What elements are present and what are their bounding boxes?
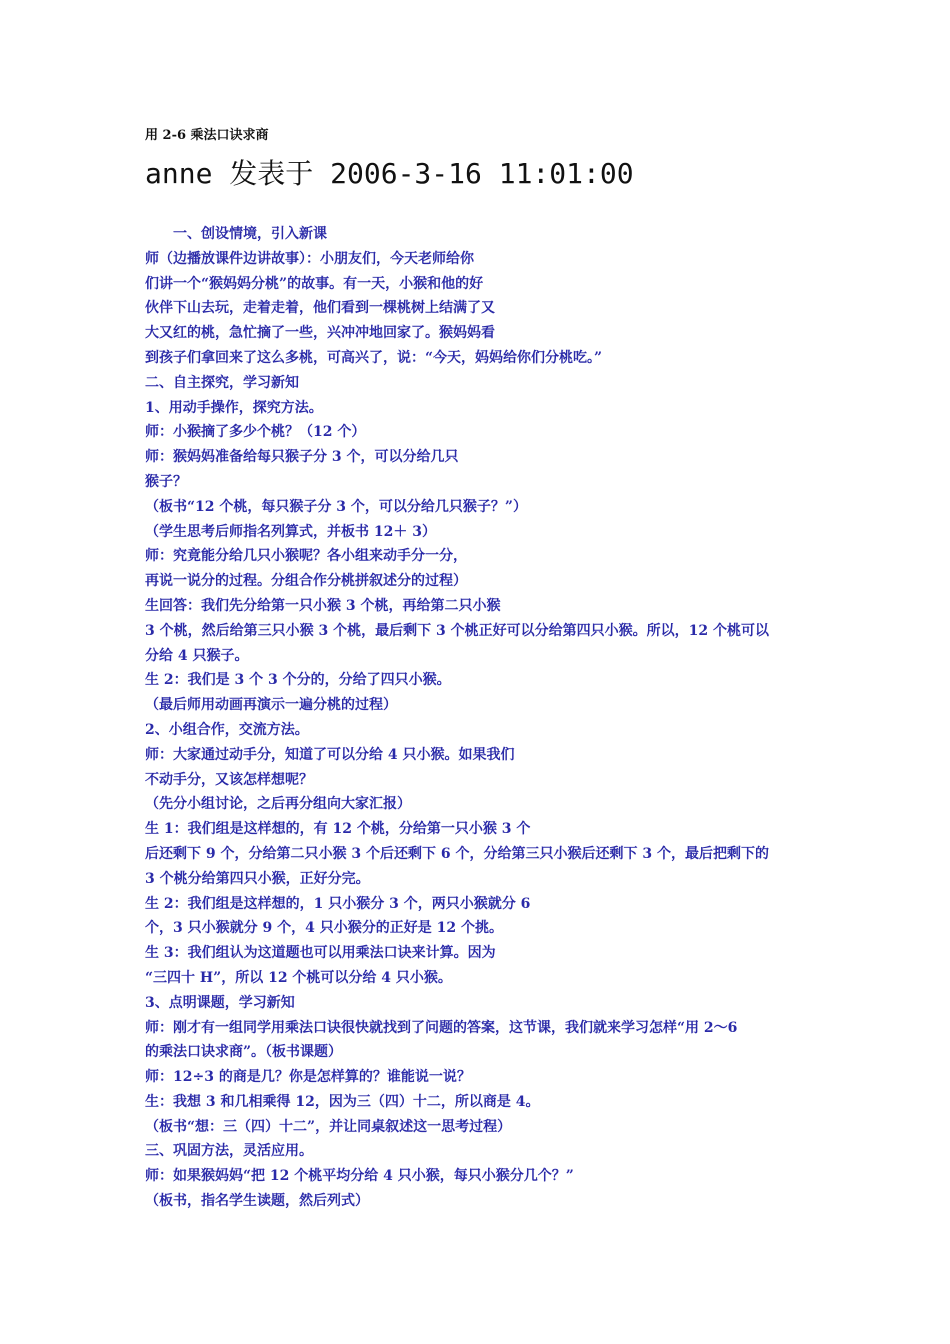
text-line: 1、用动手操作，探究方法。 [145, 399, 323, 416]
text-line: 一、创设情境，引入新课 [173, 226, 327, 242]
text-line: （学生思考后师指名列算式，并板书 12＋ 3） [145, 523, 436, 540]
text-line: 师：刚才有一组同学用乘法口诀很快就找到了问题的答案，这节课，我们就来学习怎样“用 2～6 [145, 1019, 738, 1036]
text-line: 师：小猴摘了多少个桃？（12 个） [145, 424, 366, 441]
text-line: 三、巩固方法，灵活应用。 [145, 1143, 313, 1160]
text-line: 师：究竟能分给几只小猴呢？各小组来动手分一分， [145, 548, 467, 565]
text-line: 分给 4 只猴子。 [145, 647, 249, 664]
text-line: 3 个桃，然后给第三只小猴 3 个桃，最后剩下 3 个桃正好可以分给第四只小猴。所以，12 个桃可以 [145, 622, 769, 639]
document-title: 用 2-6 乘法口诀求商 [145, 128, 269, 143]
author-byline: anne 发表于 2006-3-16 11:01:00 [145, 157, 634, 190]
text-line: 生：我想 3 和几相乘得 12，因为三（四）十二，所以商是 4。 [145, 1093, 540, 1110]
text-line: 再说一说分的过程。分组合作分桃拼叙述分的过程） [145, 573, 467, 590]
text-line: （板书“12 个桃，每只猴子分 3 个，可以分给几只猴子？”） [145, 498, 527, 515]
text-line: 师：猴妈妈准备给每只猴子分 3 个，可以分给几只 [145, 449, 459, 466]
text-line: 生 2：我们是 3 个 3 个分的，分给了四只小猴。 [145, 672, 451, 689]
text-line: 师（边播放课件边讲故事）：小朋友们，今天老师给你 [145, 250, 474, 267]
text-line: 师：12÷3 的商是几？你是怎样算的？谁能说一说？ [145, 1069, 471, 1086]
text-line: 的乘法口诀求商”。（板书课题） [145, 1044, 343, 1061]
text-line: 生回答：我们先分给第一只小猴 3 个桃，再给第二只小猴 [145, 597, 501, 614]
text-line: 3 个桃分给第四只小猴，正好分完。 [145, 870, 370, 887]
text-line: 猴子？ [145, 473, 187, 490]
text-line: 不动手分，又该怎样想呢？ [145, 771, 313, 788]
text-line: 师：大家通过动手分，知道了可以分给 4 只小猴。如果我们 [145, 746, 515, 763]
text-line: 个，3 只小猴就分 9 个，4 只小猴分的正好是 12 个挑。 [145, 920, 503, 937]
text-line: 伙伴下山去玩，走着走着，他们看到一棵桃树上结满了又 [145, 300, 495, 317]
text-line: （最后师用动画再演示一遍分桃的过程） [145, 697, 397, 714]
text-line: 生 2：我们组是这样想的，1 只小猴分 3 个，两只小猴就分 6 [145, 895, 531, 912]
text-line: “三四十 H”，所以 12 个桃可以分给 4 只小猴。 [145, 969, 452, 986]
text-line: 大又红的桃，急忙摘了一些，兴冲冲地回家了。猴妈妈看 [145, 325, 495, 342]
text-line: 到孩子们拿回来了这么多桃，可高兴了，说：“今天，妈妈给你们分桃吃。” [145, 349, 603, 366]
text-line: （板书，指名学生读题，然后列式） [145, 1193, 369, 1210]
text-line: 3、点明课题，学习新知 [145, 994, 295, 1011]
text-line: 后还剩下 9 个，分给第二只小猴 3 个后还剩下 6 个，分给第三只小猴后还剩下 3 个，最后把剩下的 [145, 845, 769, 862]
text-line: 师：如果猴妈妈“把 12 个桃平均分给 4 只小猴，每只小猴分几个？” [145, 1168, 574, 1185]
document-body [145, 222, 815, 1214]
text-line: 生 3：我们组认为这道题也可以用乘法口诀来计算。因为 [145, 945, 496, 962]
text-line: 2、小组合作，交流方法。 [145, 721, 309, 738]
text-line: 二、自主探究，学习新知 [145, 374, 299, 391]
text-line: 生 1：我们组是这样想的，有 12 个桃，分给第一只小猴 3 个 [145, 821, 531, 838]
text-line: （板书“想：三（四）十二”，并让同桌叙述这一思考过程） [145, 1118, 512, 1135]
text-line: 们讲一个“猴妈妈分桃”的故事。有一天，小猴和他的好 [145, 275, 484, 292]
text-line: （先分小组讨论，之后再分组向大家汇报） [145, 796, 411, 813]
